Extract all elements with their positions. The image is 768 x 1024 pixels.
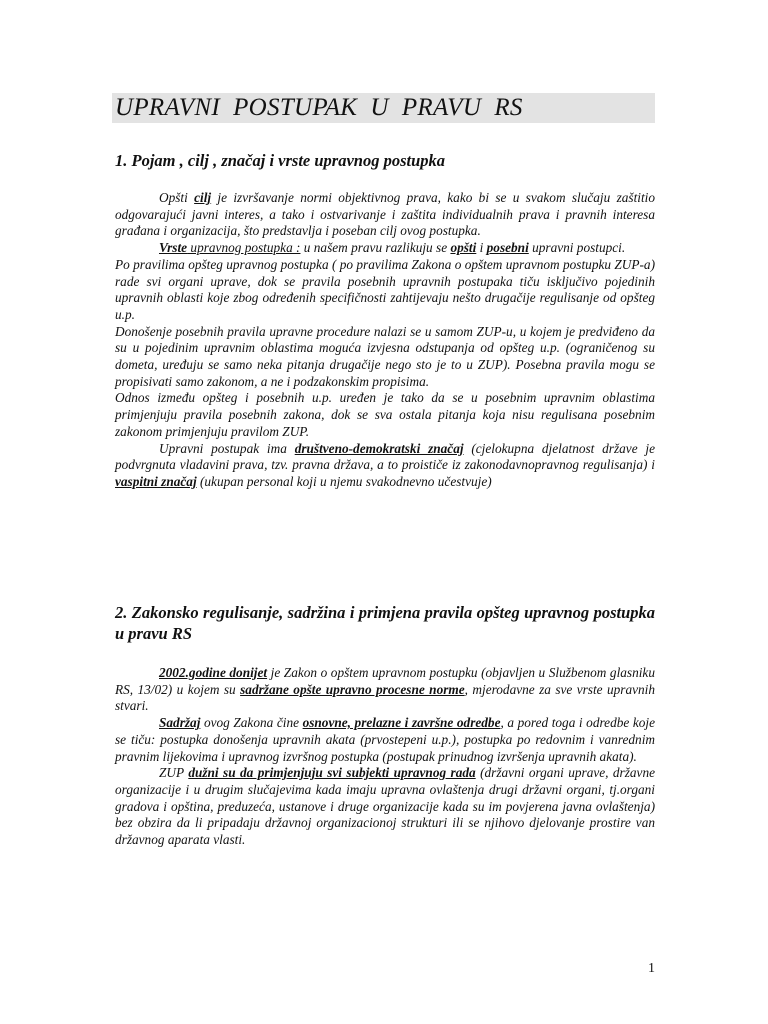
paragraph-goal: Opšti cilj je izvršavanje normi objektivnog prava, kako bi se u svakom slučaju zaštitio odgovarajući javni interes, a tako i ostvarivanje i zaštita individualnih prava i pravnih interesa građana i organizacija, što predstavlja i poseban cilj ovog postupka. xyxy=(115,190,655,239)
section-1-heading: 1. Pojam , cilj , značaj i vrste upravnog postupka xyxy=(115,151,446,170)
paragraph-application: ZUP dužni su da primjenjuju svi subjekti upravnog rada (državni organi uprave, državne organizacije i u drugim slučajevima kada imaju upravna ovlaštenja drugi državni organi, tj.organi gradova i opština, preduzeća, ustanove i druge organizacije kada su im povjerena javna ovlaštenja) bez obzira da li pripadaju državnoj organizacionoj strukturi ili se njihovo djelovanje prostire van državnog aparata vlasti. xyxy=(115,765,655,848)
paragraph-significance: Upravni postupak ima društveno-demokratski značaj (cjelokupna djelatnost države je podvrgnuta vladavini prava, tzv. pravna država, a to proističe iz zakonodavnopravnog regulisanja) i vaspitni značaj (ukupan personal koji u njemu svakodnevno učestvuje) xyxy=(115,440,656,489)
paragraph-special-rules: Donošenje posebnih pravila upravne procedure nalazi se u samom ZUP-u, u kojem je predviđeno da su u pojedinim upravnim oblastima moguća izvjesna odstupanja od opšteg u.p. (ograničenog su dometa, uređuju se samo neka pitanja drugačije nego sto je to u ZUP). Posebna pravila mogu se propisivati samo zakonom, a ne i podzakonskim propisima. xyxy=(115,323,655,389)
document-title: UPRAVNI POSTUPAK U PRAVU RS xyxy=(115,94,523,121)
paragraph-relation: Odnos između opšteg i posebnih u.p. uređen je tako da se u posebnim upravnim oblastima primjenjuju pravila posebnih zakona, dok se sva ostala pitanja koja nisu regulisana posebnim zakonom primjenjuju pravilom ZUP. xyxy=(115,390,655,439)
paragraph-rules: Po pravilima opšteg upravnog postupka ( po pravilima Zakona o opštem upravnom postupku ZUP-a) rade svi organi uprave, dok se pravila posebnih upravnih postupaka tiču isključivo pojedinih upravnih oblasti koje zbog određenih specifičnosti zahtijevaju nešto drugačije regulisanje od opšteg u.p. xyxy=(115,256,655,322)
section-1-body xyxy=(115,190,655,491)
section-2-heading: 2. Zakonsko regulisanje, sadržina i primjena pravila opšteg upravnog postupka u pravu RS xyxy=(115,603,655,643)
page-number: 1 xyxy=(648,961,655,976)
paragraph-types: Vrste upravnog postupka : u našem pravu razlikuju se opšti i posebni upravni postupci. xyxy=(159,240,626,256)
section-2-body xyxy=(115,665,655,849)
paragraph-content: Sadržaj ovog Zakona čine osnovne, prelazne i završne odredbe, a pored toga i odredbe koje se tiču: postupka donošenja upravnih akata (prvostepeni u.p.), postupka po redovnim i vanrednim pravnim lijekovima i upravnog izvršnog postupka (postupak prinudnog izvršenja upravnih akata). xyxy=(115,715,655,764)
paragraph-enactment: 2002.godine donijet je Zakon o opštem upravnom postupku (objavljen u Službenom glasniku RS, 13/02) u kojem su sadržane opšte upravno procesne norme, mjerodavne za sve vrste upravnih stvari. xyxy=(115,665,656,714)
